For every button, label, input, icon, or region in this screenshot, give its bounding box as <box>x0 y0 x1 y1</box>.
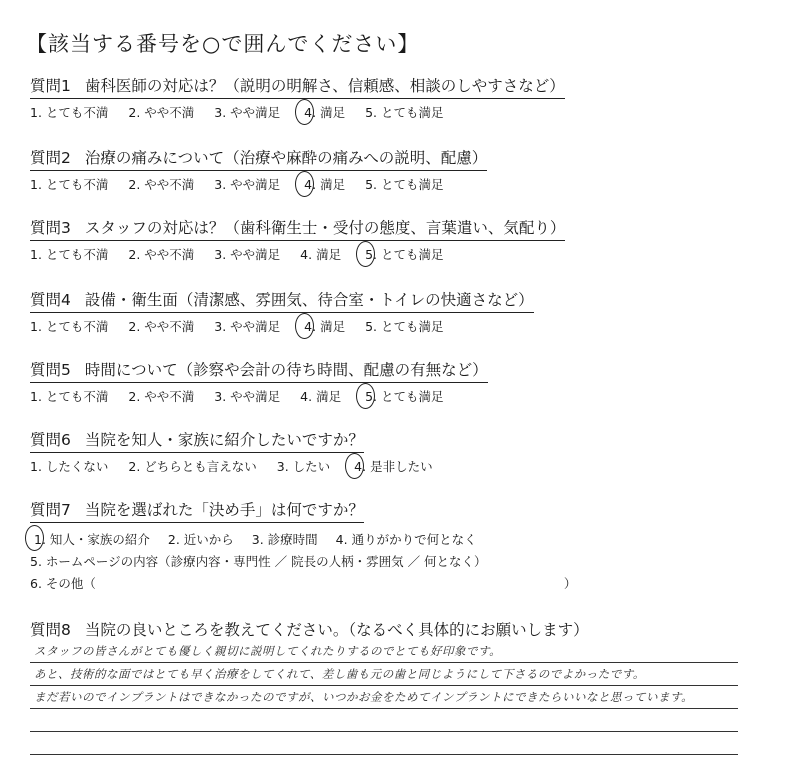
question-label: 質問4 <box>30 291 71 309</box>
option-3[interactable]: 3. やや満足 <box>214 177 281 192</box>
question-title <box>30 428 364 453</box>
option-5[interactable]: 5. とても満足 <box>365 177 444 192</box>
question-text: 治療の痛みについて（治療や麻酔の痛みへの説明、配慮） <box>84 149 488 167</box>
question-text: スタッフの対応は？（歯科衛生士・受付の態度、言葉遣い、気配り） <box>84 219 566 237</box>
question-text: 当院の良いところを教えてください。（なるべく具体的にお願いします） <box>84 621 589 639</box>
question-text: 当院を知人・家族に紹介したいですか？ <box>84 431 364 449</box>
option-5[interactable]: 5. とても満足 <box>365 105 444 120</box>
answer-line <box>30 732 738 755</box>
answer-line <box>30 640 738 663</box>
question-title <box>30 288 534 313</box>
question-title <box>30 618 589 642</box>
answer-options <box>30 175 770 193</box>
answer-line <box>30 686 738 709</box>
question-8 <box>30 618 770 642</box>
option-4-selected[interactable]: 4. 満足 <box>304 177 346 192</box>
option-1[interactable]: 1. とても不満 <box>30 247 109 262</box>
option-2[interactable]: 2. やや不満 <box>128 105 195 120</box>
option-1[interactable]: 1. とても不満 <box>30 319 109 334</box>
option-6[interactable] <box>30 573 770 595</box>
option-3[interactable]: 3. したい <box>276 459 331 474</box>
answer-options <box>30 317 770 335</box>
question-6 <box>30 428 770 475</box>
answer-options <box>30 245 770 263</box>
option-2[interactable]: 2. 近いから <box>167 532 234 547</box>
option-5[interactable]: 5. とても満足 <box>365 319 444 334</box>
option-2[interactable]: 2. やや不満 <box>128 389 195 404</box>
answer-line <box>30 709 738 732</box>
option-3[interactable]: 3. やや満足 <box>214 319 281 334</box>
option-4-selected[interactable]: 4. 是非したい <box>354 459 433 474</box>
question-title <box>30 74 565 99</box>
option-4-selected[interactable]: 4. 満足 <box>304 319 346 334</box>
option-5[interactable]: 5. ホームページの内容（診療内容・専門性 ／ 院長の人柄・雰囲気 ／ 何となく） <box>30 554 487 569</box>
question-5 <box>30 358 770 405</box>
option-3[interactable]: 3. やや満足 <box>214 389 281 404</box>
question-label: 質問6 <box>30 431 71 449</box>
option-1[interactable]: 1. したくない <box>30 459 109 474</box>
question-3 <box>30 216 770 263</box>
answer-options <box>30 103 770 121</box>
option-1[interactable]: 1. とても不満 <box>30 177 109 192</box>
answer-options <box>30 387 770 405</box>
option-4[interactable]: 4. 通りがかりで何となく <box>335 532 477 547</box>
option-1[interactable]: 1. とても不満 <box>30 389 109 404</box>
option-6-close: ） <box>563 576 577 591</box>
option-2[interactable]: 2. やや不満 <box>128 177 195 192</box>
option-4[interactable]: 4. 満足 <box>300 389 342 404</box>
question-title <box>30 498 364 523</box>
handwritten-text: スタッフの皆さんがとても優しく親切に説明してくれたりするのでとても好印象です。 <box>34 644 502 658</box>
question-7 <box>30 498 770 595</box>
page-title: 【該当する番号を○で囲んでください】 <box>26 32 420 56</box>
free-answer-area[interactable] <box>30 640 738 755</box>
question-2 <box>30 146 770 193</box>
question-4 <box>30 288 770 335</box>
options-line-1 <box>30 529 770 551</box>
question-label: 質問5 <box>30 361 71 379</box>
option-1-selected[interactable]: 1. 知人・家族の紹介 <box>34 532 150 547</box>
answer-options <box>30 529 770 595</box>
question-title <box>30 146 487 171</box>
question-label: 質問7 <box>30 501 71 519</box>
option-5-selected[interactable]: 5. とても満足 <box>365 389 444 404</box>
question-text: 時間について（診察や会計の待ち時間、配慮の有無など） <box>84 361 488 379</box>
question-title <box>30 358 488 383</box>
question-label: 質問3 <box>30 219 71 237</box>
question-text: 当院を選ばれた「決め手」は何ですか？ <box>84 501 364 519</box>
option-2[interactable]: 2. どちらとも言えない <box>128 459 257 474</box>
option-4-selected[interactable]: 4. 満足 <box>304 105 346 120</box>
option-4[interactable]: 4. 満足 <box>300 247 342 262</box>
option-1[interactable]: 1. とても不満 <box>30 105 109 120</box>
handwritten-text: まだ若いのでインプラントはできなかったのですが、いつかお金をためてインプラントにできたらいいなと思っています。 <box>34 690 694 704</box>
question-label: 質問8 <box>30 621 71 639</box>
answer-line <box>30 663 738 686</box>
option-2[interactable]: 2. やや不満 <box>128 319 195 334</box>
handwritten-text: あと、技術的な面ではとても早く治療をしてくれて、差し歯も元の歯と同じようにして下さるのでよかったです。 <box>34 667 645 681</box>
option-6-label: 6. その他（ <box>30 576 96 591</box>
question-label: 質問2 <box>30 149 71 167</box>
question-1 <box>30 74 770 121</box>
option-2[interactable]: 2. やや不満 <box>128 247 195 262</box>
option-3[interactable]: 3. やや満足 <box>214 105 281 120</box>
question-text: 歯科医師の対応は？（説明の明解さ、信頼感、相談のしやすさなど） <box>84 77 565 95</box>
question-text: 設備・衛生面（清潔感、雰囲気、待合室・トイレの快適さなど） <box>84 291 534 309</box>
question-title <box>30 216 565 241</box>
question-label: 質問1 <box>30 77 71 95</box>
option-3[interactable]: 3. やや満足 <box>214 247 281 262</box>
option-5-selected[interactable]: 5. とても満足 <box>365 247 444 262</box>
answer-options <box>30 457 770 475</box>
option-3[interactable]: 3. 診療時間 <box>251 532 318 547</box>
